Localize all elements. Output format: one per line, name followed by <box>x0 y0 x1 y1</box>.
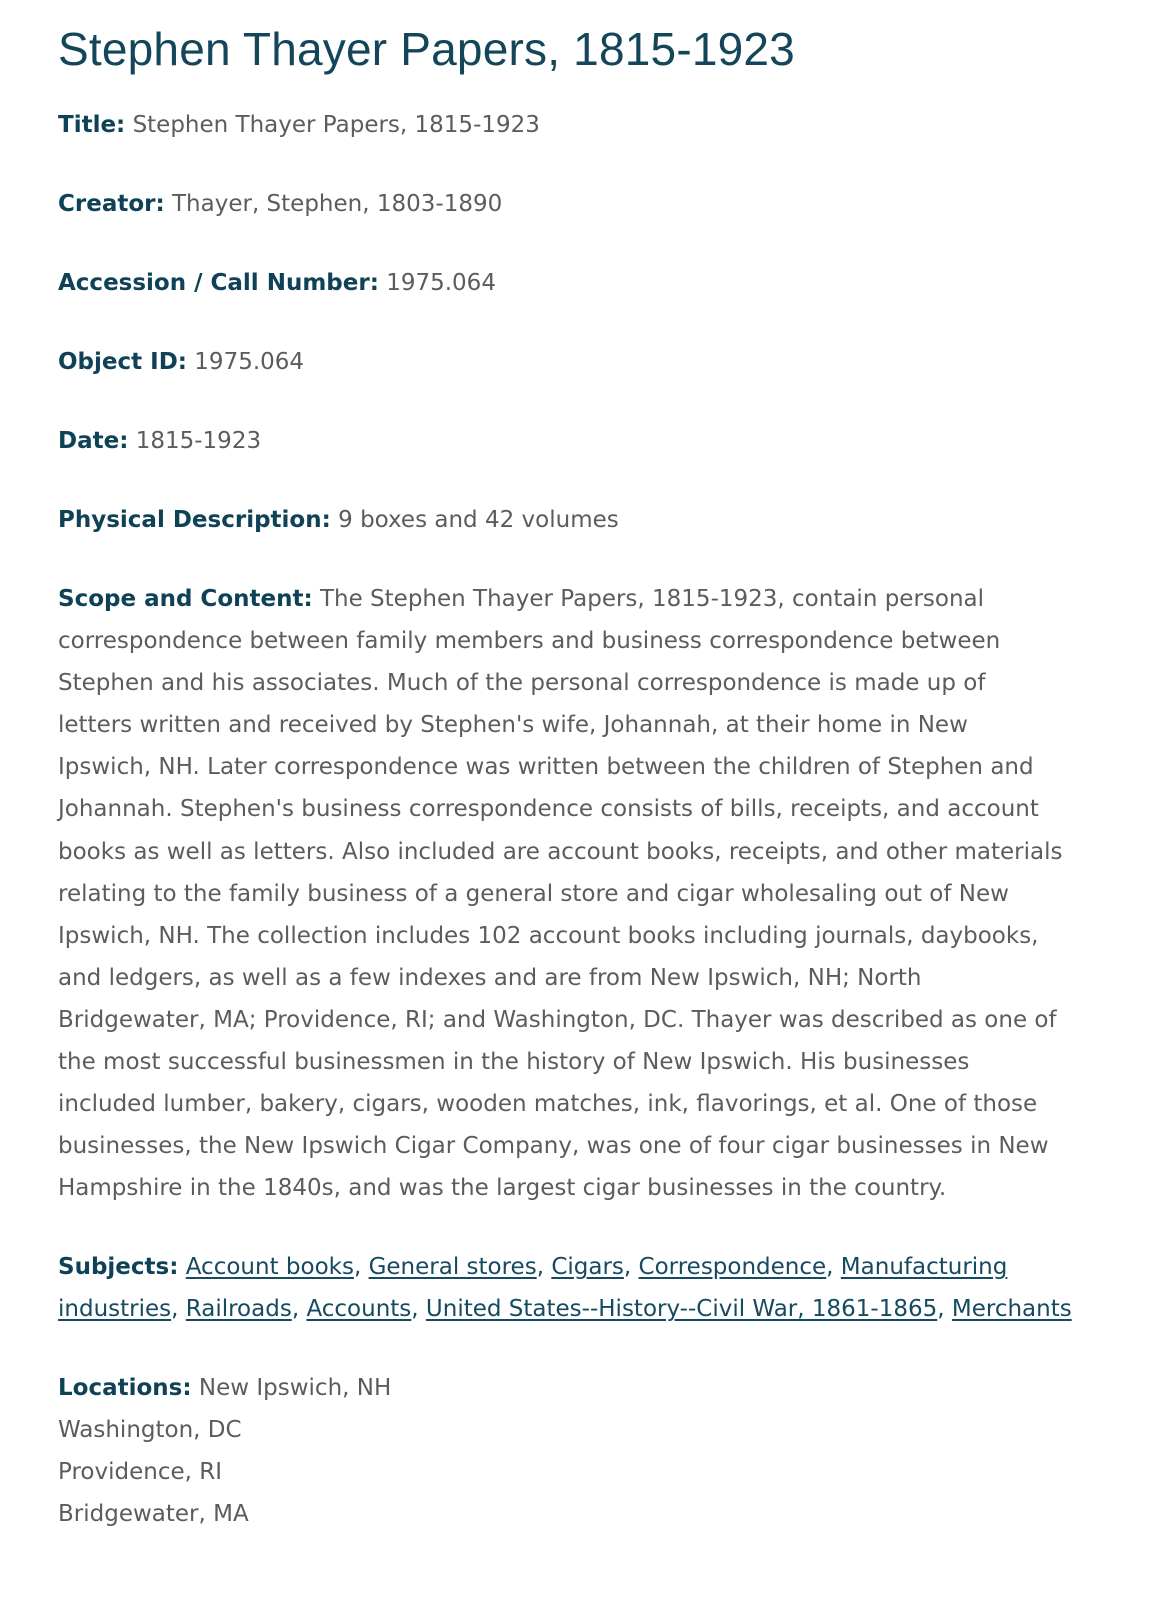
subject-separator: , <box>291 1296 300 1323</box>
subject-link-merchants[interactable]: Merchants <box>951 1296 1072 1323</box>
subject-separator: , <box>937 1296 945 1323</box>
field-label: Title: <box>58 112 126 138</box>
field-label: Creator: <box>58 191 165 217</box>
field-value: Thayer, Stephen, 1803-1890 <box>172 191 503 217</box>
field-value: 1815-1923 <box>135 428 262 454</box>
subject-link-cigars[interactable]: Cigars <box>551 1254 624 1281</box>
subject-separator: , <box>353 1254 362 1281</box>
subject-link-civil-war[interactable]: United States--History--Civil War, 1861-1865 <box>425 1296 938 1323</box>
subject-link-accounts[interactable]: Accounts <box>306 1296 412 1323</box>
subject-link-general-stores[interactable]: General stores <box>368 1254 537 1281</box>
location-item: Providence, RI <box>58 1459 222 1486</box>
field-scope-and-content <box>58 578 1106 1209</box>
location-item: New Ipswich, NH <box>198 1375 392 1402</box>
subject-separator: , <box>826 1254 834 1281</box>
field-label: Scope and Content: <box>58 586 313 612</box>
page-title: Stephen Thayer Papers, 1815-1923 <box>58 23 795 75</box>
field-date <box>58 420 1106 462</box>
field-value: 9 boxes and 42 volumes <box>338 507 619 533</box>
subject-link-railroads[interactable]: Railroads <box>185 1296 292 1323</box>
subject-link-manufacturing-industries[interactable]: Manufacturing industries <box>58 1254 1008 1323</box>
field-label: Object ID: <box>58 349 187 375</box>
subject-separator: , <box>623 1254 632 1281</box>
subject-separator: , <box>171 1296 179 1323</box>
field-label: Subjects: <box>58 1254 179 1281</box>
location-item: Washington, DC <box>58 1417 242 1444</box>
field-physical-description <box>58 499 1106 541</box>
field-value: 1975.064 <box>386 270 496 296</box>
scope-text: The Stephen Thayer Papers, 1815-1923, contain personal correspondence between family members and business correspondence between Stephen and his associates. Much of the personal correspondence is made up of letters written and received by Stephen's wife, Johannah, at their home in New Ipswich, NH. Later correspondence was written between the children of Stephen and Johannah. Stephen's business correspondence consists of bills, receipts, and account books as well as letters. Also included are account books, receipts, and other materials relating to the family business of a general store and cigar wholesaling out of New Ipswich, NH. The collection includes 102 account books including journals, daybooks, and ledgers, as well as a few indexes and are from New Ipswich, NH; North Bridgewater, MA; Providence, RI; and Washington, DC. Thayer was described as one of the most successful businessmen in the history of New Ipswich. His businesses included lumber, bakery, cigars, wooden matches, ink, flavorings, et al. One of those businesses, the New Ipswich Cigar Company, was one of four cigar businesses in New Hampshire in the 1840s, and was the largest cigar businesses in the country. <box>58 586 1063 1202</box>
field-object-id <box>58 341 1106 383</box>
field-label: Locations: <box>58 1375 192 1402</box>
location-item: Bridgewater, MA <box>58 1501 249 1528</box>
location-line <box>58 1367 1106 1409</box>
field-label: Date: <box>58 428 129 454</box>
field-label: Accession / Call Number: <box>58 270 379 296</box>
field-creator <box>58 183 1106 225</box>
field-title <box>58 104 1106 146</box>
field-value: 1975.064 <box>194 349 305 375</box>
subject-link-account-books[interactable]: Account books <box>185 1254 354 1281</box>
field-value: Stephen Thayer Papers, 1815-1923 <box>132 112 540 138</box>
field-subjects <box>58 1246 1106 1330</box>
subject-link-correspondence[interactable]: Correspondence <box>638 1254 827 1281</box>
field-locations <box>58 1367 1106 1535</box>
field-accession-call-number <box>58 262 1106 304</box>
subject-separator: , <box>536 1254 544 1281</box>
field-label: Physical Description: <box>58 507 331 533</box>
subject-separator: , <box>411 1296 419 1323</box>
